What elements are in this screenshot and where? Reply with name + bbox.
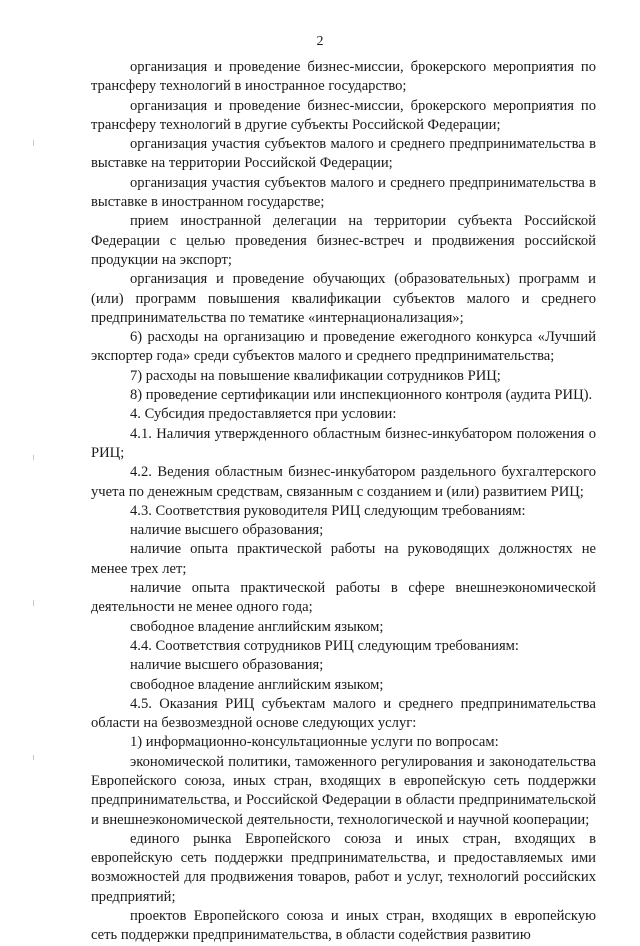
- paragraph: 4.4. Соответствия сотрудников РИЦ следующим требованиям:: [130, 637, 519, 654]
- paragraph: наличие высшего образования;: [130, 657, 324, 674]
- paragraph: наличие опыта практической работы на руководящих должностях не менее трех лет;: [91, 541, 596, 577]
- paragraph: свободное владение английским языком;: [130, 676, 384, 693]
- paragraph: экономической политики, таможенного регулирования и законодательства Европейского союза, иных стран, входящих в европейскую сеть поддержки предпринимательства, и Российской Федерации в области предпринимательской и внешнеэкономической деятельности, технологической и научной кооперации;: [91, 753, 596, 828]
- paragraph: организация участия субъектов малого и среднего предпринимательства в выставке в иностранном государстве;: [91, 174, 596, 211]
- scan-artifact: [33, 140, 34, 146]
- paragraph: 4.5. Оказания РИЦ субъектам малого и среднего предпринимательства области на безвозмездной основе следующих услуг:: [91, 695, 596, 732]
- paragraph: 8) проведение сертификации или инспекционного контроля (аудита РИЦ).: [130, 387, 593, 404]
- paragraph: проектов Европейского союза и иных стран, входящих в европейскую сеть поддержки предпринимательства, в области содействия развитию: [91, 908, 596, 944]
- paragraph: 4. Субсидия предоставляется при условии:: [130, 406, 397, 423]
- paragraph: единого рынка Европейского союза и иных стран, входящих в европейскую сеть поддержки предпринимательства, и предоставляемых ими возможностей для продвижения товаров, работ и услуг, технологий российских предприятий;: [91, 830, 596, 905]
- paragraph: 4.3. Соответствия руководителя РИЦ следующим требованиям:: [130, 502, 526, 519]
- paragraph: организация и проведение обучающих (образовательных) программ и (или) программ повышения квалификации субъектов малого и среднего предпринимательства по тематике «интернационализация»;: [91, 271, 596, 326]
- paragraph: 7) расходы на повышение квалификации сотрудников РИЦ;: [130, 367, 501, 384]
- scan-artifact: [33, 600, 34, 606]
- paragraph: 1) информационно-консультационные услуги по вопросам:: [130, 734, 499, 751]
- paragraph: 6) расходы на организацию и проведение ежегодного конкурса «Лучший экспортер года» среди субъектов малого и среднего предпринимательства;: [91, 329, 596, 365]
- paragraph: наличие высшего образования;: [130, 522, 324, 539]
- scan-artifact: [33, 755, 34, 760]
- page-number: 2: [316, 34, 324, 49]
- paragraph: организация участия субъектов малого и среднего предпринимательства в выставке на территории Российской Федерации;: [91, 136, 596, 172]
- paragraph: прием иностранной делегации на территории субъекта Российской Федерации с целью проведения бизнес-встреч и продвижения российской продукции на экспорт;: [91, 213, 596, 268]
- paragraph: 4.1. Наличия утвержденного областным бизнес-инкубатором положения о РИЦ;: [91, 425, 596, 461]
- paragraph: 4.2. Ведения областным бизнес-инкубатором раздельного бухгалтерского учета по денежным средствам, связанным с созданием и (или) развитием РИЦ;: [91, 464, 596, 500]
- document-body: [91, 58, 596, 946]
- paragraph: организация и проведение бизнес-миссии, брокерского мероприятия по трансферу технологий в другие субъекты Российской Федерации;: [91, 97, 596, 133]
- paragraph: организация и проведение бизнес-миссии, брокерского мероприятия по трансферу технологий в иностранное государство;: [91, 59, 596, 95]
- paragraph: свободное владение английским языком;: [130, 618, 384, 635]
- scan-artifact: [33, 455, 34, 460]
- paragraph: наличие опыта практической работы в сфере внешнеэкономической деятельности не менее одного года;: [91, 580, 596, 616]
